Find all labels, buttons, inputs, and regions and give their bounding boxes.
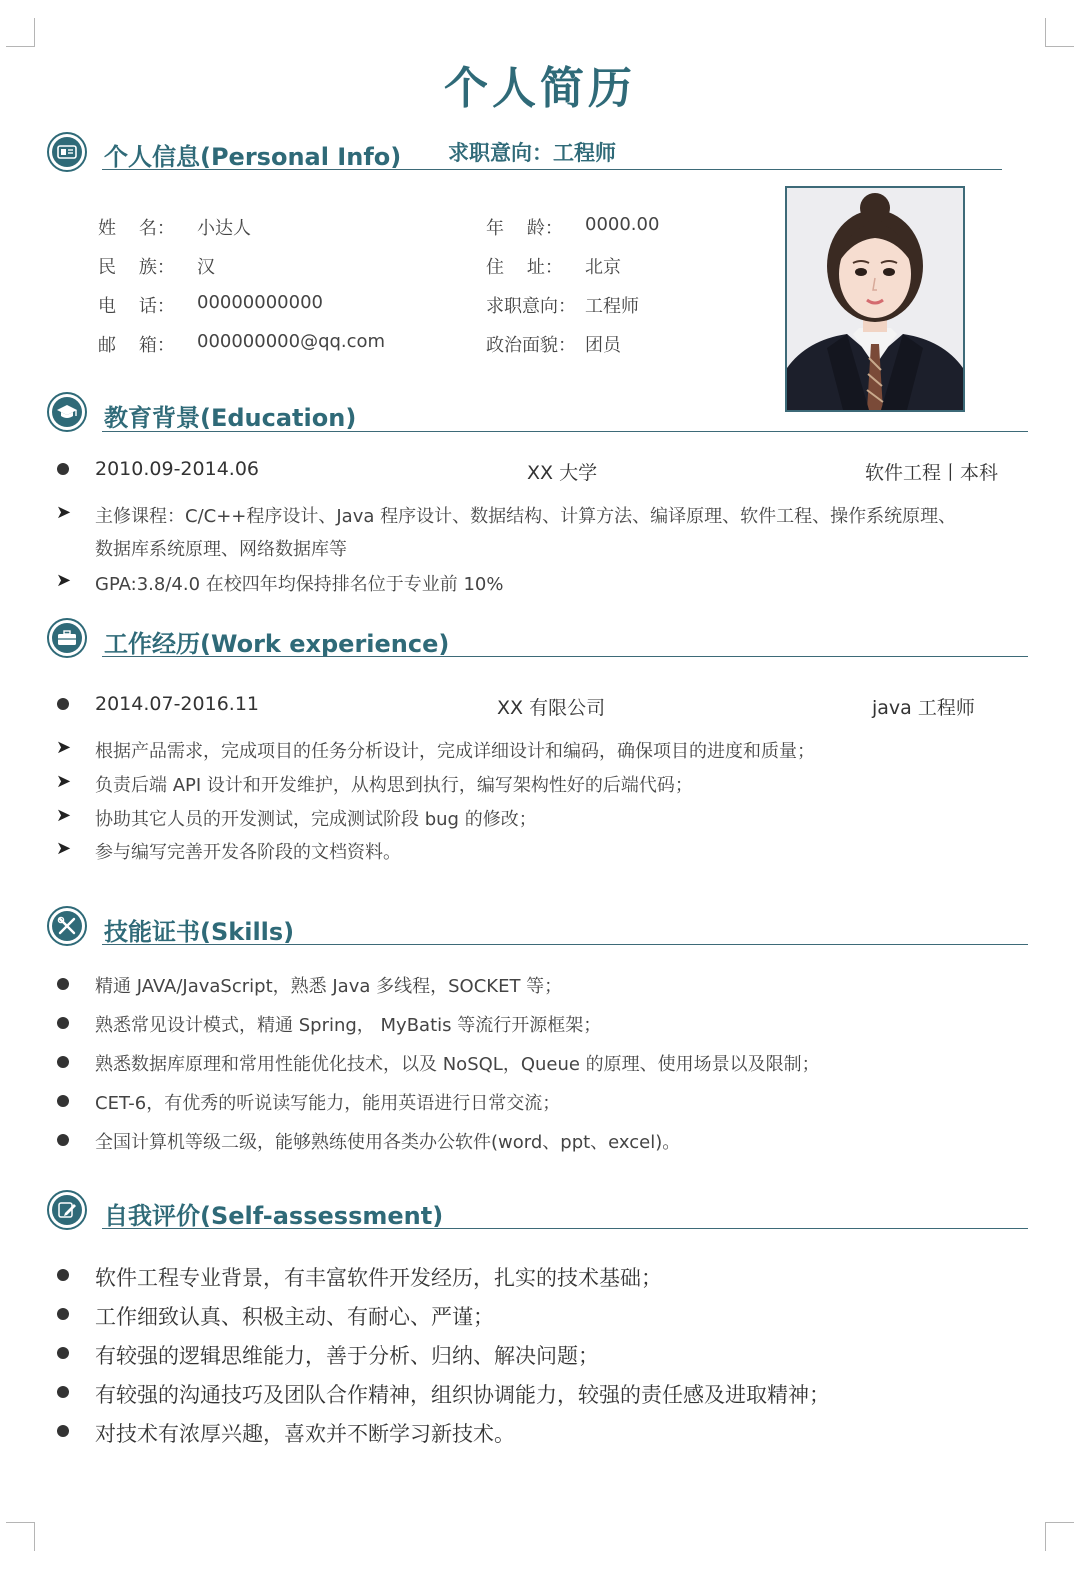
bullet-dot [57, 698, 69, 710]
section-heading-personal-info: 个人信息(Personal Info) [104, 143, 402, 171]
work-company: XX 有限公司 [497, 697, 606, 719]
section-rule [102, 656, 1028, 657]
assessment-item: 软件工程专业背景，有丰富软件开发经历，扎实的技术基础； [95, 1266, 662, 1290]
info-value-email: 000000000@qq.com [197, 331, 386, 352]
section-heading-education: 教育背景(Education) [104, 404, 357, 432]
info-label-political-status: 政治面貌： [486, 335, 576, 356]
arrow-bullet-icon: ➤ [56, 838, 72, 859]
section-heading-skills: 技能证书(Skills) [104, 918, 295, 946]
id-card-icon [47, 132, 87, 172]
education-major: 软件工程丨本科 [865, 462, 999, 484]
section-rule [102, 431, 1028, 432]
info-value-name: 小达人 [197, 218, 251, 239]
page-title: 个人简历 [444, 63, 636, 114]
bullet-dot [57, 1425, 69, 1437]
assessment-item: 有较强的沟通技巧及团队合作精神，组织协调能力，较强的责任感及进取精神； [95, 1383, 830, 1407]
bullet-dot [57, 1347, 69, 1359]
bullet-dot [57, 1134, 69, 1146]
assessment-item: 工作细致认真、积极主动、有耐心、严谨； [95, 1305, 494, 1329]
skill-item: 全国计算机等级二级，能够熟练使用各类办公软件(word、ppt、excel)。 [95, 1132, 681, 1153]
assessment-item: 对技术有浓厚兴趣，喜欢并不断学习新技术。 [95, 1422, 515, 1446]
assessment-item: 有较强的逻辑思维能力，善于分析、归纳、解决问题； [95, 1344, 599, 1368]
work-item: 负责后端 API 设计和开发维护，从构思到执行，编写架构性好的后端代码； [95, 775, 693, 796]
bullet-dot [57, 463, 69, 475]
info-label-address: 住 址： [486, 257, 563, 278]
info-value-phone: 00000000000 [197, 292, 323, 313]
bullet-dot [57, 1056, 69, 1068]
info-label-ethnicity: 民 族： [98, 257, 175, 278]
skill-item: 熟悉常见设计模式，精通 Spring， MyBatis 等流行开源框架； [95, 1015, 602, 1036]
skill-item: 熟悉数据库原理和常用性能优化技术，以及 NoSQL，Queue 的原理、使用场景以及限制； [95, 1054, 820, 1075]
info-value-ethnicity: 汉 [197, 257, 215, 278]
skill-item: CET-6，有优秀的听说读写能力，能用英语进行日常交流； [95, 1093, 561, 1114]
section-heading-self-assessment: 自我评价(Self-assessment) [104, 1202, 444, 1230]
skill-item: 精通 JAVA/JavaScript，熟悉 Java 多线程，SOCKET 等； [95, 976, 563, 997]
education-courses-line1: 主修课程：C/C++程序设计、Java 程序设计、数据结构、计算方法、编译原理、软件工程、操作系统原理、 [95, 506, 957, 527]
work-period: 2014.07-2016.11 [95, 693, 259, 715]
info-label-phone: 电 话： [98, 296, 175, 317]
bullet-dot [57, 1269, 69, 1281]
bullet-dot [57, 1308, 69, 1320]
info-label-name: 姓 名： [98, 218, 175, 239]
education-courses-line2: 数据库系统原理、网络数据库等 [95, 539, 347, 560]
bullet-dot [57, 1017, 69, 1029]
tools-icon [47, 906, 87, 946]
work-item: 协助其它人员的开发测试，完成测试阶段 bug 的修改； [95, 809, 537, 830]
arrow-bullet-icon: ➤ [56, 570, 72, 591]
work-role: java 工程师 [872, 697, 975, 719]
info-value-political-status: 团员 [585, 335, 621, 356]
arrow-bullet-icon: ➤ [56, 502, 72, 523]
arrow-bullet-icon: ➤ [56, 737, 72, 758]
bullet-dot [57, 1386, 69, 1398]
education-gpa: GPA:3.8/4.0 在校四年均保持排名位于专业前 10% [95, 574, 504, 595]
info-label-job-intent: 求职意向： [486, 296, 576, 317]
corner-mark-bottom-left [6, 1522, 35, 1551]
info-value-job-intent: 工程师 [585, 296, 639, 317]
corner-mark-top-left [6, 18, 35, 47]
bullet-dot [57, 978, 69, 990]
profile-photo [785, 186, 965, 412]
bullet-dot [57, 1095, 69, 1107]
section-heading-work: 工作经历(Work experience) [104, 630, 450, 658]
education-school: XX 大学 [527, 462, 598, 484]
info-label-email: 邮 箱： [98, 335, 175, 356]
work-item: 根据产品需求，完成项目的任务分析设计，完成详细设计和编码，确保项目的进度和质量； [95, 741, 815, 762]
info-label-age: 年 龄： [486, 218, 563, 239]
section-rule [102, 169, 1002, 170]
work-item: 参与编写完善开发各阶段的文档资料。 [95, 842, 401, 863]
section-rule [102, 1228, 1028, 1229]
corner-mark-bottom-right [1045, 1522, 1074, 1551]
job-intent-heading: 求职意向：工程师 [448, 141, 616, 165]
info-value-address: 北京 [585, 257, 621, 278]
graduation-cap-icon [47, 392, 87, 432]
education-period: 2010.09-2014.06 [95, 458, 259, 480]
section-rule [102, 944, 1028, 945]
briefcase-icon [47, 618, 87, 658]
arrow-bullet-icon: ➤ [56, 771, 72, 792]
pencil-note-icon [47, 1190, 87, 1230]
arrow-bullet-icon: ➤ [56, 805, 72, 826]
info-value-age: 0000.00 [585, 214, 660, 235]
corner-mark-top-right [1045, 18, 1074, 47]
